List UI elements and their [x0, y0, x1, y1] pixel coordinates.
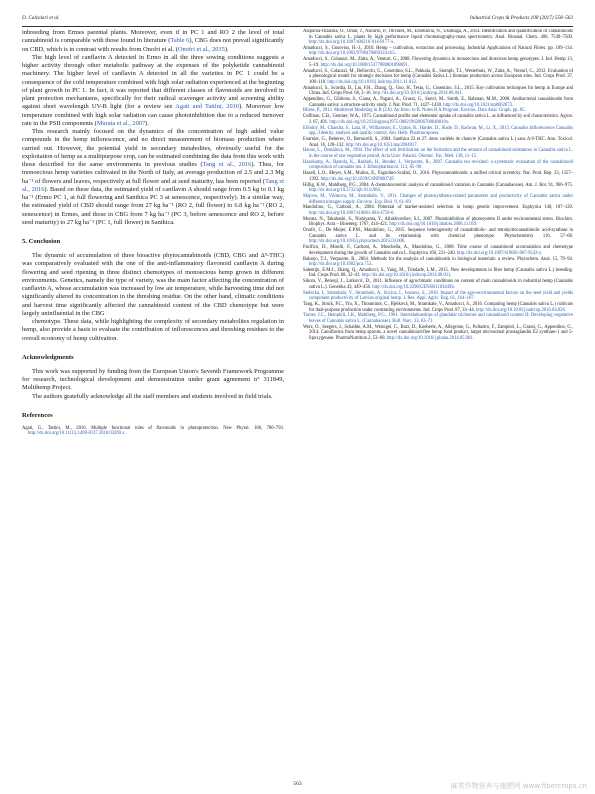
citation-link[interactable]: http://dx.doi.org/10.1016/j.indcrop.2016.04.026	[476, 307, 565, 313]
body-paragraph	[22, 128, 284, 227]
reference-item	[303, 46, 573, 57]
citation-link[interactable]: Bliese, P., 2013. Multilevel Modeling in R (2.6). An Intro. to R. Notes R A Program. Environ. Data Anal. Graph. pp. 85.	[303, 108, 526, 114]
text-run: Amaducci, S., Colauzzi, M., Zatta, A., Venturi, G., 2008. Flowering dynamics in monoecious and dioecious hemp genotypes. J. Ind. Hemp 13, 5–19.	[303, 57, 573, 68]
body-paragraph	[22, 318, 284, 343]
citation-link[interactable]: Tang et al., 2016	[202, 161, 252, 168]
citation-link[interactable]: Hanus, L., Dostálová, M., 1994. The effect of soil fertilization on the formation and the amount of cannabinoid substances in Cannabis sativa L. in the course of one vegetation period. Acta Univ. Palacki. Olomuc. Fac. Med. 138, 11–15.	[303, 148, 573, 159]
text-run: inbreeding from Ermes parental plants. Moreover, even if in PC 1 and RO 2 the level of total cannabinoid is comparable with those found in literature (	[22, 29, 284, 45]
reference-item	[303, 205, 573, 216]
reference-item	[303, 114, 573, 125]
citation-link[interactable]: Table 6	[170, 37, 190, 45]
text-run: Amaducci, S., Gusovius, H.-J., 2010. Hemp – cultivation, extraction and processing. Industrial Applications of Natural Fibres. pp. 109–134.	[303, 45, 573, 51]
text-run: Tang, K., Struik, P.C., Yin, X., Thouminot, C., Bjelková, M., Stramkale, V., Amaducci, S., 2016. Comparing hemp (Cannabis sativa L.) cultivars for dual-purpose production under contrasting environments. Ind. Crops Prod. 87, 33–44.	[303, 302, 573, 313]
text-run: chemotype. These data, while highlighting the complexity of secondary metabolites regulation in hemp, also provide a basis to evaluate the contribution of inflorescences and threshing residues to the overall economy of hemp cultivation.	[22, 318, 284, 342]
citation-link[interactable]: Onofri et al., 2015	[177, 45, 225, 53]
header-rule	[22, 26, 573, 27]
text-run: ). Based on these data, the estimated yield of canflavin A should range from 0.5 kg to 0.1 kg ha⁻¹ (Ermo PC 1, at full flowering and Santhica PC 3 at senescence, respectively). In a similar way, the estimated yield of CBD should range from 27 kg ha⁻¹ (RO 2, full flower) to 6.8 kg ha⁻¹ (RO 2, senescence) in Ermes, and those in CBG from 7 kg ha⁻¹ (PC 3, before senescence and RO 2, before seed maturity) to 27 kg ha⁻¹ (PC 1, full flower) in Santhica.	[22, 185, 284, 226]
reference-item	[303, 194, 573, 205]
text-run: .	[393, 210, 395, 216]
reference-item	[303, 302, 573, 313]
text-run: .	[541, 250, 543, 256]
reference-item	[303, 57, 573, 68]
citation-link[interactable]: http://dx.doi.org/10.1007/s10681-007-9543-y	[456, 250, 542, 256]
citation-link[interactable]: http://dx.doi.org/10.1016/j.phanu.2014.05.001	[386, 335, 473, 341]
citation-link[interactable]: http://dx.doi.org/10.1016/j.indcrop.2014.06.041	[372, 91, 462, 97]
citation-link[interactable]: Murata et al., 2007	[96, 119, 146, 127]
reference-item	[303, 108, 573, 114]
citation-link[interactable]: Stefecka, I., Strambalo, V., Strambalo, A., Krcica, I., Ivanovs, S., 2016. Impact of the agro-environmental factors on the seed yield and yields component productivity of Latvian original hemp. J. Res. Appl. Agric. Eng. 61, 164–167.	[303, 290, 573, 302]
text-run: Amaducci, S., Colauzzi, M., Bellocchi, G., Cosentino, S.L., Pahkala, K., Stomph, T.J., Westerhuis, W., Zatta, A., Venturi, G., 2012. Evaluation of a phenological model for strategic decisions for hemp (Cannabis Sativa L.) biomass production across European sites. Ind. Crops Prod. 37, 100–110.	[303, 68, 573, 85]
running-head-journal: Industrial Crops & Products 108 (2017) 558–563	[469, 15, 573, 21]
text-run: .	[450, 273, 452, 279]
citation-link[interactable]: ElSohly, M., Chandra, S., Lata, H., Williamson, E., Upton, R., Harder, D., Slade, D., Radwan, M., Li, X., 2013. Cannabis Inflorescence Cannabis spp.; Identity, analysis and quality control. Am. Herb. Pharmacopoeia.	[303, 125, 573, 137]
text-run: Pacifico, D., Miselli, F., Carboni, A., Moschella, A., Mandolino, G., 2008. Time course of cannabinoid accumulation and chemotype development during the growth of Cannabis sativa L. Euphytica 160, 231–240.	[303, 245, 573, 256]
text-run: Appendino, G., Gibbons, S., Giana, A., Pagani, A., Grassi, G., Stavri, M., Smith, E., Rahman, M.M., 2008. Antibacterial cannabinoids from Cannabis sativa: a structure-activity study. J. Nat. Prod. 71, 1427–1430.	[303, 97, 573, 108]
page-number: 563	[293, 781, 302, 787]
reference-item	[303, 279, 573, 290]
citation-link[interactable]: http://dx.doi.org/10.1007/s10681-004-4759-6	[309, 210, 394, 216]
reference-item	[303, 126, 573, 137]
text-run: ), CBG does not prevail significantly on CBD, which is in contrast with results from Onofri et al. (	[22, 37, 284, 53]
references-heading: References	[22, 411, 53, 419]
citation-link[interactable]: http://dx.doi.org/10.1111/j.1469-8137.2010.03269.x	[28, 431, 125, 437]
text-run: .	[371, 262, 373, 268]
text-run: Mandolino, G., Carboni, A., 2004. Potential of marker-assisted selection in hemp genetic improvement. Euphytica 140, 107–120.	[303, 205, 573, 211]
citation-link[interactable]: Majcen, M., Vilímova, M., Strambálo, V., 2011. Changes of photosynthesis-related parameters and productivity of Cannabis sativa under different nitrogen supply. Environ. Exp. Biol. 9, 61–69.	[303, 194, 573, 205]
acknowledgments-heading: Acknowledgments	[22, 353, 74, 361]
reference-item	[303, 257, 573, 268]
body-paragraph	[22, 368, 284, 393]
text-run: .	[472, 335, 474, 341]
text-run: ).	[224, 45, 229, 53]
text-run: Hillig, K.W., Mahlberg, P.G., 2004. A chemotaxonomic analysis of cannabinoid variation in Cannabis (Cannabaceae). Am. J. Bot. 91, 966–975.	[303, 182, 573, 188]
text-run: Sikora, V., Berenji, J., Latković, D., 2011. Influence of agroclimatic conditions on content of main cannabinoids in industrial hemp (Cannabis sativa L.). Genetika 43, 449–456.	[303, 279, 573, 290]
reference-item	[303, 86, 573, 97]
text-run: .	[448, 119, 450, 125]
citation-link[interactable]: Turner, J.C., Hemphill, J.K., Mahlberg, P.G., 1981. Interrelationships of glandular trichomes and cannabinoid content II: Developing vegetative leaves of Cannabis sativa L. (Cannabaceae). Bull. Narc. 33, 63–71.	[303, 313, 573, 325]
text-run: ). Thus, for monoecious hemp varieties cultivated in the North of Italy, an average production of 2.5 and 2.3 Mg ha⁻¹ of flowers and leaves, respectively at full flower and at seed maturity, has been reported (	[22, 161, 284, 185]
text-run: .	[453, 284, 456, 290]
text-run: Amaducci, S., Scordia, D., Liu, F.H., Zhang, Q., Guo, H., Testa, G., Cosentino, S.L., 2015. Key cultivation techniques for hemp in Europe and China. Ind. Crops Prod. 68, 2–16.	[303, 85, 573, 97]
text-run: .	[124, 431, 126, 437]
citation-link[interactable]: http://dx.doi.org/10.1016/j.indcrop.2014.08.011	[361, 273, 451, 279]
citation-link[interactable]: http://dx.doi.org/10.2298/GENSR1103449S	[372, 284, 454, 290]
citation-link[interactable]: http://dx.doi.org/10.1016/j.indcrop.2011.11.012	[327, 79, 416, 85]
reference-item	[303, 313, 573, 324]
reference-item	[303, 325, 573, 342]
citation-link[interactable]: http://dx.doi.org/10.1021/np8002673	[443, 102, 512, 108]
text-run: .	[564, 307, 566, 313]
citation-link[interactable]: http://dx.doi.org/10.1002/9780470660324.ch5	[309, 51, 395, 57]
citation-link[interactable]: Agati and Tattini, 2010	[175, 103, 240, 111]
reference-item	[303, 217, 573, 228]
text-run: Coffman, C.B., Gentner, W.A., 1975. Cannabinoid profile and elemental uptake of cannabis sativa L. as influenced by soil characteristics. Agron. J. 67, 491.	[303, 114, 573, 125]
citation-link[interactable]: http://dx.doi.org/10.2134/agronj1975.00021962006700040010x	[329, 119, 449, 125]
text-run: Raharjo, T.J., Verpoorte, R., 2004. Methods for the analysis of cannabinoids in biological materials: a review. Phytochem. Anal. 15, 79–94.	[303, 256, 573, 262]
body-paragraph	[22, 29, 284, 54]
text-run: The dynamic of accumulation of three bioactive phytocannabinoids (CBD, CBG and Δ⁹-THC) was comparatively evaluated with the one of the anti-inflammatory flavonoid canflavin A during flowering and seed ripening in three distinct chemotypes of monoecious hemp grown in different environments. Genetics, namely the type of variety, was the main factor affecting the concentration of canflavin A, whose accumulation was increased by low air temperature, while harvesting time did not significantly altered its concentration in the threshing residue. On the other hand, climatic conditions and harvest time significantly affected the cannabinoid content of the CBD chemotype but were largely uninfluential in the CBG	[22, 252, 284, 317]
text-run: .	[476, 222, 478, 228]
text-run: The authors gratefully acknowledge all the staff members and students involved in field trials.	[32, 392, 273, 400]
citation-link[interactable]: http://dx.doi.org/10.1002/pca.753	[309, 262, 372, 268]
text-run: This work was supported by funding from the European Union's Seventh Framework Programme for research, technological development and demonstration under grant agreement n° 311849, Multihemp Project.	[22, 367, 284, 392]
text-run: Murata, N., Takahashi, S., Nishiyama, Y., Allakhverdiev, S.I., 2007. Photoinhibition of photosystem II under environmental stress. Biochim. Biophys. Acta – Bioenerg. 1767, 414–421.	[303, 216, 573, 228]
citation-link[interactable]: Hazekamp, A., Bastola, K., Rashidi, H., Bender, J., Verpoorte, R., 2007. Cannabis tea revisited: a systematic evaluation of the cannabinoid composition of cannabis tea. J. Ethnopharmacol. 113, 85–90.	[303, 159, 573, 171]
text-run: .	[404, 239, 406, 245]
reference-item	[303, 148, 573, 159]
text-run: ). Moreover low temperature combined with high solar radiation can cause photoinhibition due to a reduced turnover rate in the PSII components (	[22, 103, 284, 127]
text-run: .	[461, 91, 463, 97]
reference-item	[303, 228, 573, 245]
text-run: Werz, O., Seegers, J., Schaible, A.M., Weinigel, C., Barz, D., Koeberle, A., Allegrone, G., Pollastro, F., Zampieri, L., Grassi, G., Appendino, G., 2014. Cannflavins from hemp sprouts, a novel cannabinoid-free hemp food product, target microsomal prostaglandin E2 synthase-1 and 5-lipoxygenase. PharmaNutrition 2, 53–60.	[303, 324, 573, 341]
text-run: This research mainly focused on the dynamics of the concentration of high added value compounds in the hemp inflorescence, and no direct measurement of biomass production where carried out. However, the potential yield in secondary metabolites, obviously useful for the exploitation of hemp as a multipurpose crop, can be estimated combining the data from this work with those described for the same environments in previous studies (	[22, 128, 284, 168]
text-run: Agati, G., Tattini, M., 2010. Multiple functional roles of flavonoids in photoprotection. New Phytol. 186, 786–793.	[22, 425, 284, 431]
text-run: .	[407, 62, 409, 68]
text-run: Onofri, C., De Meijer, E.P.M., Mandolino, G., 2015. Sequence heterogeneity of cannabidiolic- and tetrahydrocannabinolic acid-synthase in Cannabis sativa L. and its relationship with chemical phenotype. Phytochemistry 116, 57–68.	[303, 228, 573, 239]
text-run: .	[416, 142, 418, 148]
body-paragraph	[22, 393, 284, 401]
text-run: .	[415, 79, 417, 85]
text-run: .	[379, 188, 381, 194]
text-run: .	[394, 51, 396, 57]
text-run: Aizpurua-Olaizola, O., Omar, J., Navarro, P., Olivares, M., Etxebarria, N., Usobiaga, A., 2014. Identification and quantification of cannabinoids in Cannabis sativa L. plants by high performance liquid chromatography-mass spectrometry. Anal. Bioanal. Chem. 406, 7549–7560.	[303, 29, 573, 40]
right-column	[303, 29, 573, 777]
reference-item	[303, 245, 573, 256]
reference-item	[303, 69, 573, 86]
citation-link[interactable]: http://dx.doi.org/10.1039/C6NP00074F	[320, 176, 394, 182]
reference-item	[303, 183, 573, 194]
watermark: 麻类作物营养与施肥网 www.fibercrops.cn	[450, 782, 587, 790]
conclusion-heading: 5. Conclusion	[22, 238, 61, 245]
citation-link[interactable]: http://dx.doi.org/10.1016/j.bbabio.2006.11.019	[389, 222, 477, 228]
citation-link[interactable]: Tang et al., 2016	[22, 177, 284, 193]
references-list-right	[303, 29, 573, 342]
reference-item	[303, 137, 573, 148]
text-run: ).	[145, 119, 149, 127]
references-list-left	[22, 426, 284, 437]
citation-link[interactable]: http://dx.doi.org/10.3732/ajb.91.6.966	[309, 188, 380, 194]
body-paragraph	[22, 252, 284, 318]
reference-item	[303, 29, 573, 46]
reference-item	[303, 160, 573, 171]
running-head-authors: D. Calzolari et al.	[22, 15, 60, 21]
citation-link[interactable]: http://dx.doi.org/10.1051/ata/2004017	[345, 142, 417, 148]
citation-link[interactable]: http://dx.doi.org/10.1007/s00216-014-8177-x	[309, 40, 394, 46]
citation-link[interactable]: http://dx.doi.org/10.1016/j.phytochem.2015.03.006	[309, 239, 405, 245]
running-head	[22, 15, 573, 25]
left-column	[22, 29, 284, 777]
reference-item	[303, 291, 573, 302]
reference-item	[303, 171, 573, 182]
text-run: The high level of canflavin A detected in Ermo in all the three sowing conditions suggests a higher activity through other metabolic pathway at the expenses of the polyketide cannabinoid machinery. The higher level of canflavin A detected in all the varieties in PC 1 could be a consequence of the cold temperature combined with high solar radiation experienced at the beginning of plant growth in PC 1. In fact, it was reported that different classes of flavonoids are involved in plant protection mechanisms, specifically for their radical scavenger activity and screening ability against short wavelength UV-B light (for a review see	[22, 53, 284, 111]
citation-link[interactable]: http://dx.doi.org/10.1080/15377880801898691	[320, 62, 408, 68]
text-run: Salentijn, E.M.J., Zhang, Q., Amaducci, S., Yang, M., Trindade, L.M., 2015. New developments in fiber hemp (Cannabis sativa L.) breeding. Ind. Crops Prod. 68, 32–41.	[303, 267, 573, 279]
reference-item	[303, 97, 573, 108]
text-run: Hazell, L.O., Meyer, S.M., Muñoz, E., Fagiolino-Scafati, O., 2016. Phytocannabinoids: a unified critical inventory. Nat. Prod. Rep. 33, 1357–1392.	[303, 171, 573, 182]
body-paragraph	[22, 54, 284, 128]
reference-item	[22, 426, 284, 437]
text-run: .	[393, 40, 395, 46]
text-run: Fournier, G., Beherec, O., Bertucelli, S., 2004. Santhica 23 et 27: deux variétés de chanvre (Cannabis sativa L.) sans Δ-9-THC. Ann. Toxicol. Anal. 16, 128–132.	[303, 137, 573, 148]
reference-item	[303, 268, 573, 279]
text-run: .	[511, 102, 514, 108]
text-run: .	[393, 176, 395, 182]
